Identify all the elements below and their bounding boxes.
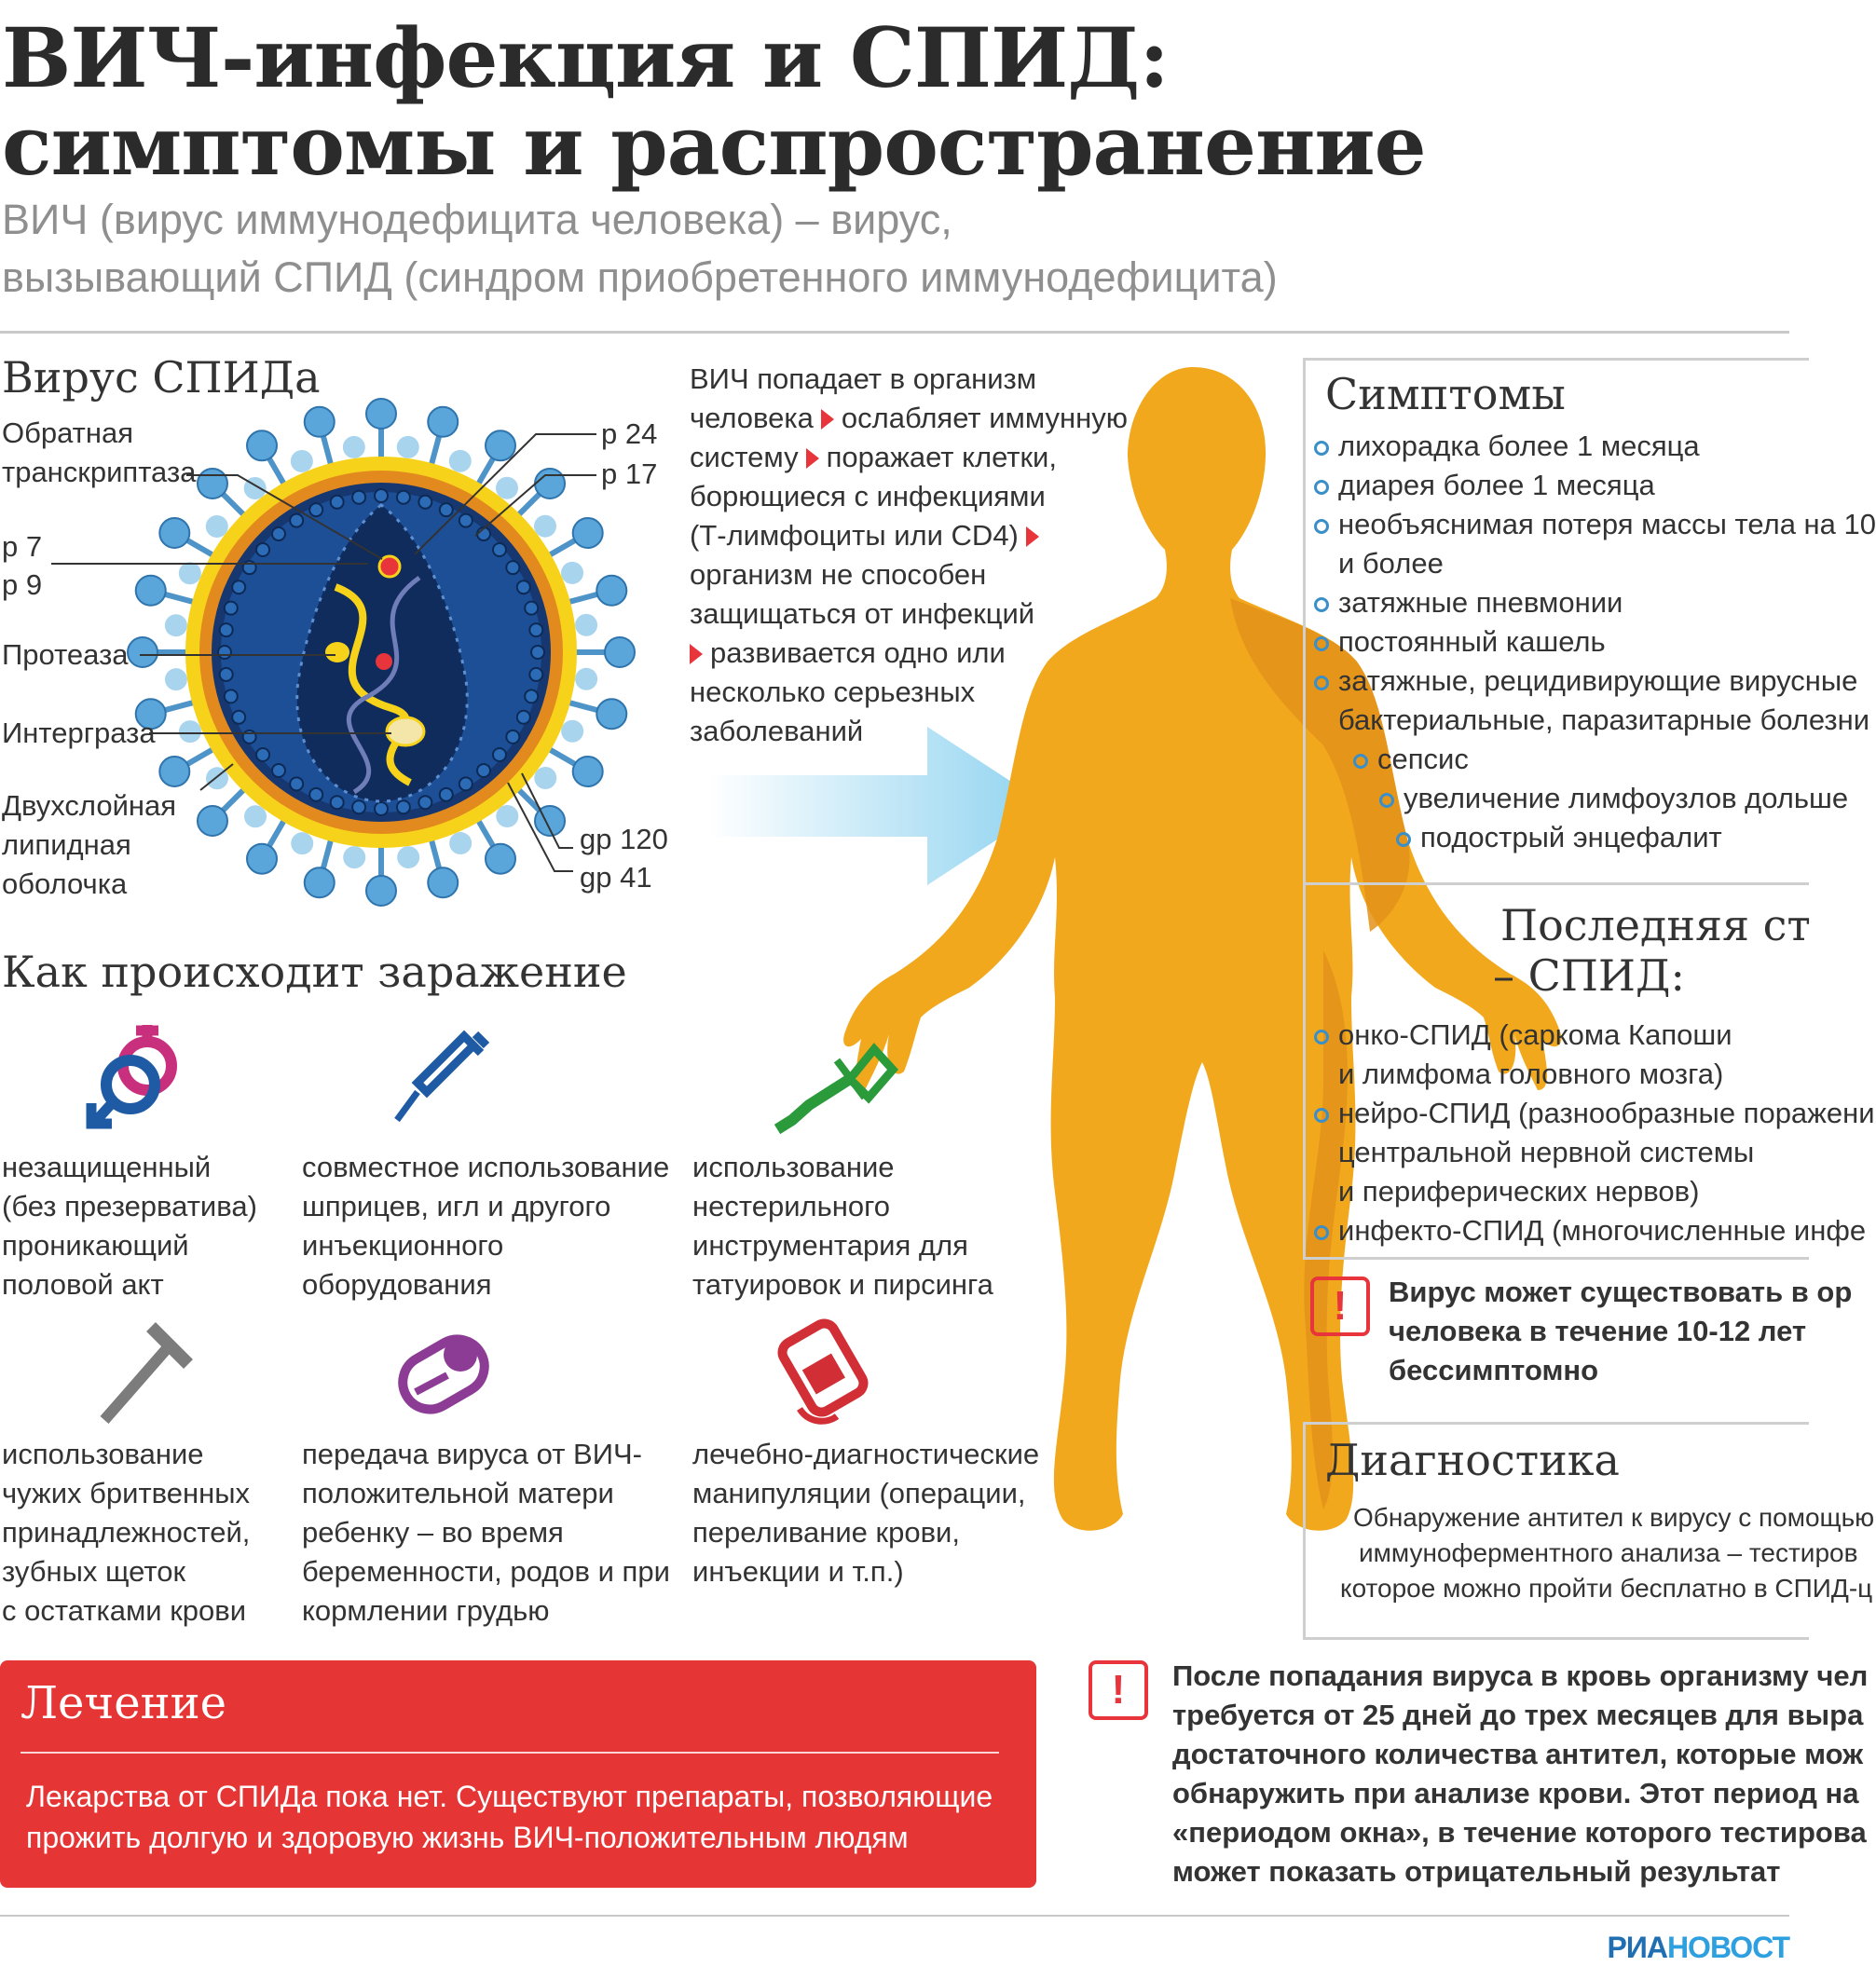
core-protein (376, 653, 392, 670)
process-text-8: развивается одно или (690, 634, 1006, 673)
blood-bag-icon (772, 1319, 874, 1431)
warning1-line: бессимптомно (1389, 1354, 1599, 1386)
treatment-divider (21, 1752, 999, 1754)
infection-item-text: лечебно-диагностические манипуляции (операции, переливание крови, инъекции и т.п.) (692, 1438, 1040, 1588)
symptom-item-cont: и более (1338, 547, 1444, 580)
warning2-line: может показать отрицательный результат (1172, 1855, 1781, 1888)
symptom-item: диарея более 1 месяца (1314, 466, 1655, 505)
label-integrase: Интерграза (2, 717, 156, 749)
warning2-line: требуется от 25 дней до трех месяцев для выра (1172, 1699, 1864, 1731)
symptom-item-cont: бактериальные, паразитарные болезни (1338, 703, 1870, 736)
page-title-line1: ВИЧ-инфекция и СПИД: (2, 9, 1169, 106)
razor-icon (86, 1319, 198, 1431)
infection-item-text: незащищенный (без презерватива) проникающий половой акт (2, 1151, 257, 1301)
process-text-7: защищаться от инфекций (690, 597, 1035, 630)
label-p17: p 17 (601, 457, 658, 490)
page-title-line2: симптомы и распространение (2, 97, 1426, 194)
label-p7: p 7 (2, 530, 43, 563)
p7-protein (379, 556, 400, 577)
last-stage-item: онко-СПИД (саркома Капоши (1314, 1016, 1732, 1055)
process-text-9: несколько серьезных (690, 676, 976, 708)
diagnostics-line: Обнаружение антител к вирусу с помощью (1353, 1503, 1875, 1532)
process-text-2: человека ослабляет иммунную (690, 402, 1128, 434)
treatment-heading: Лечение (21, 1677, 226, 1729)
symptom-item: затяжные, рецидивирующие вирусные (1314, 662, 1857, 701)
infection-item-text: передача вируса от ВИЧ- положительной матери ребенку – во время беременности, родов и при кормлении грудью (302, 1438, 670, 1627)
warning2-line: достаточного количества антител, которые мож (1172, 1738, 1864, 1770)
process-text-1: ВИЧ попадает в организм (690, 362, 1037, 395)
label-lipid-1: Двухслойная (2, 789, 177, 822)
arrow-icon (690, 644, 703, 664)
symptom-item: необъяснимая потеря массы тела на 10 (1314, 505, 1876, 544)
label-p9: p 9 (2, 568, 43, 601)
header-divider (0, 331, 1789, 334)
process-text-5: (Т-лимфоциты или CD4) (690, 516, 1047, 555)
infection-item-text: использование нестерильного инструментария для татуировок и пирсинга (692, 1151, 993, 1301)
last-stage-item-cont: и лимфома головного мозга) (1338, 1058, 1724, 1090)
symptom-item: подострый энцефалит (1396, 818, 1722, 857)
infection-item-text: использование чужих бритвенных принадлежностей, зубных щеток с остатками крови (2, 1438, 251, 1627)
infection-item-text: совместное использование шприцев, игл и другого инъекционного оборудования (302, 1151, 670, 1301)
label-gp41: gp 41 (580, 861, 652, 894)
treatment-text: Лекарства от СПИДа пока нет. Существуют препараты, позволяющие прожить долгую и здоровую жизнь ВИЧ-положительным людям (26, 1780, 993, 1854)
last-stage-heading-2: – СПИД: (1493, 950, 1685, 1001)
diagnostics-line: которое можно пройти бесплатно в СПИД-ц (1340, 1574, 1873, 1603)
warning-icon: ! (1310, 1277, 1370, 1336)
last-stage-heading-1: Последняя ст (1500, 900, 1811, 950)
last-stage-item-cont: и периферических нервов) (1338, 1175, 1700, 1208)
subtitle-line2: вызывающий СПИД (синдром приобретенного иммунодефицита) (2, 253, 1278, 301)
diagnostics-heading: Диагностика (1325, 1435, 1620, 1485)
process-text-4: борющиеся с инфекциями (690, 480, 1046, 512)
last-stage-item: нейро-СПИД (разнообразные поражени (1314, 1094, 1875, 1133)
infection-heading: Как происходит заражение (2, 947, 627, 997)
label-lipid-2: липидная (2, 828, 131, 861)
warning1-line: Вирус может существовать в ор (1389, 1276, 1853, 1308)
symptom-item: лихорадка более 1 месяца (1314, 427, 1700, 466)
protease-enzyme (325, 642, 349, 662)
label-gp120: gp 120 (580, 823, 668, 855)
symptom-item: постоянный кашель (1314, 622, 1606, 662)
label-p24: p 24 (601, 417, 658, 450)
footer-divider (0, 1915, 1789, 1917)
label-reverse-transcriptase-1: Обратная (2, 416, 134, 449)
ria-novosti-logo: РИАНОВОСТ (1607, 1931, 1789, 1964)
last-stage-item-cont: центральной нервной системы (1338, 1136, 1755, 1168)
symptom-item: увеличение лимфоузлов дольше (1379, 779, 1848, 818)
process-text-6: организм не способен (690, 558, 987, 591)
syringe-icon (390, 1017, 501, 1129)
warning2-line: обнаружить при анализе крови. Этот период на (1172, 1777, 1859, 1809)
last-stage-item: инфекто-СПИД (многочисленные инфе (1314, 1211, 1866, 1250)
label-reverse-transcriptase-2: транскриптаза (2, 456, 197, 488)
label-protease: Протеаза (2, 638, 129, 671)
symptom-item: затяжные пневмонии (1314, 583, 1623, 622)
process-text-3: систему поражает клетки, (690, 441, 1057, 473)
baby-icon (388, 1323, 500, 1426)
diagnostics-line: иммуноферментного анализа – тестиров (1359, 1538, 1858, 1567)
label-lipid-3: оболочка (2, 867, 128, 900)
tattoo-machine-icon (772, 1032, 902, 1135)
subtitle-line1: ВИЧ (вирус иммунодефицита человека) – вирус, (2, 196, 952, 243)
warning1-line: человека в течение 10-12 лет (1389, 1315, 1807, 1347)
warning2-line: После попадания вируса в кровь организму чел (1172, 1659, 1869, 1692)
integrase-enzyme (387, 717, 424, 745)
gender-symbols-icon (82, 1017, 194, 1129)
warning2-line: «периодом окна», в течение которого тестирова (1172, 1816, 1867, 1849)
virus-heading: Вирус СПИДа (2, 352, 321, 403)
symptom-item: сепсис (1353, 740, 1469, 779)
process-text-10: заболеваний (690, 715, 864, 747)
warning-icon: ! (1089, 1660, 1148, 1720)
symptoms-heading: Симптомы (1325, 369, 1566, 419)
